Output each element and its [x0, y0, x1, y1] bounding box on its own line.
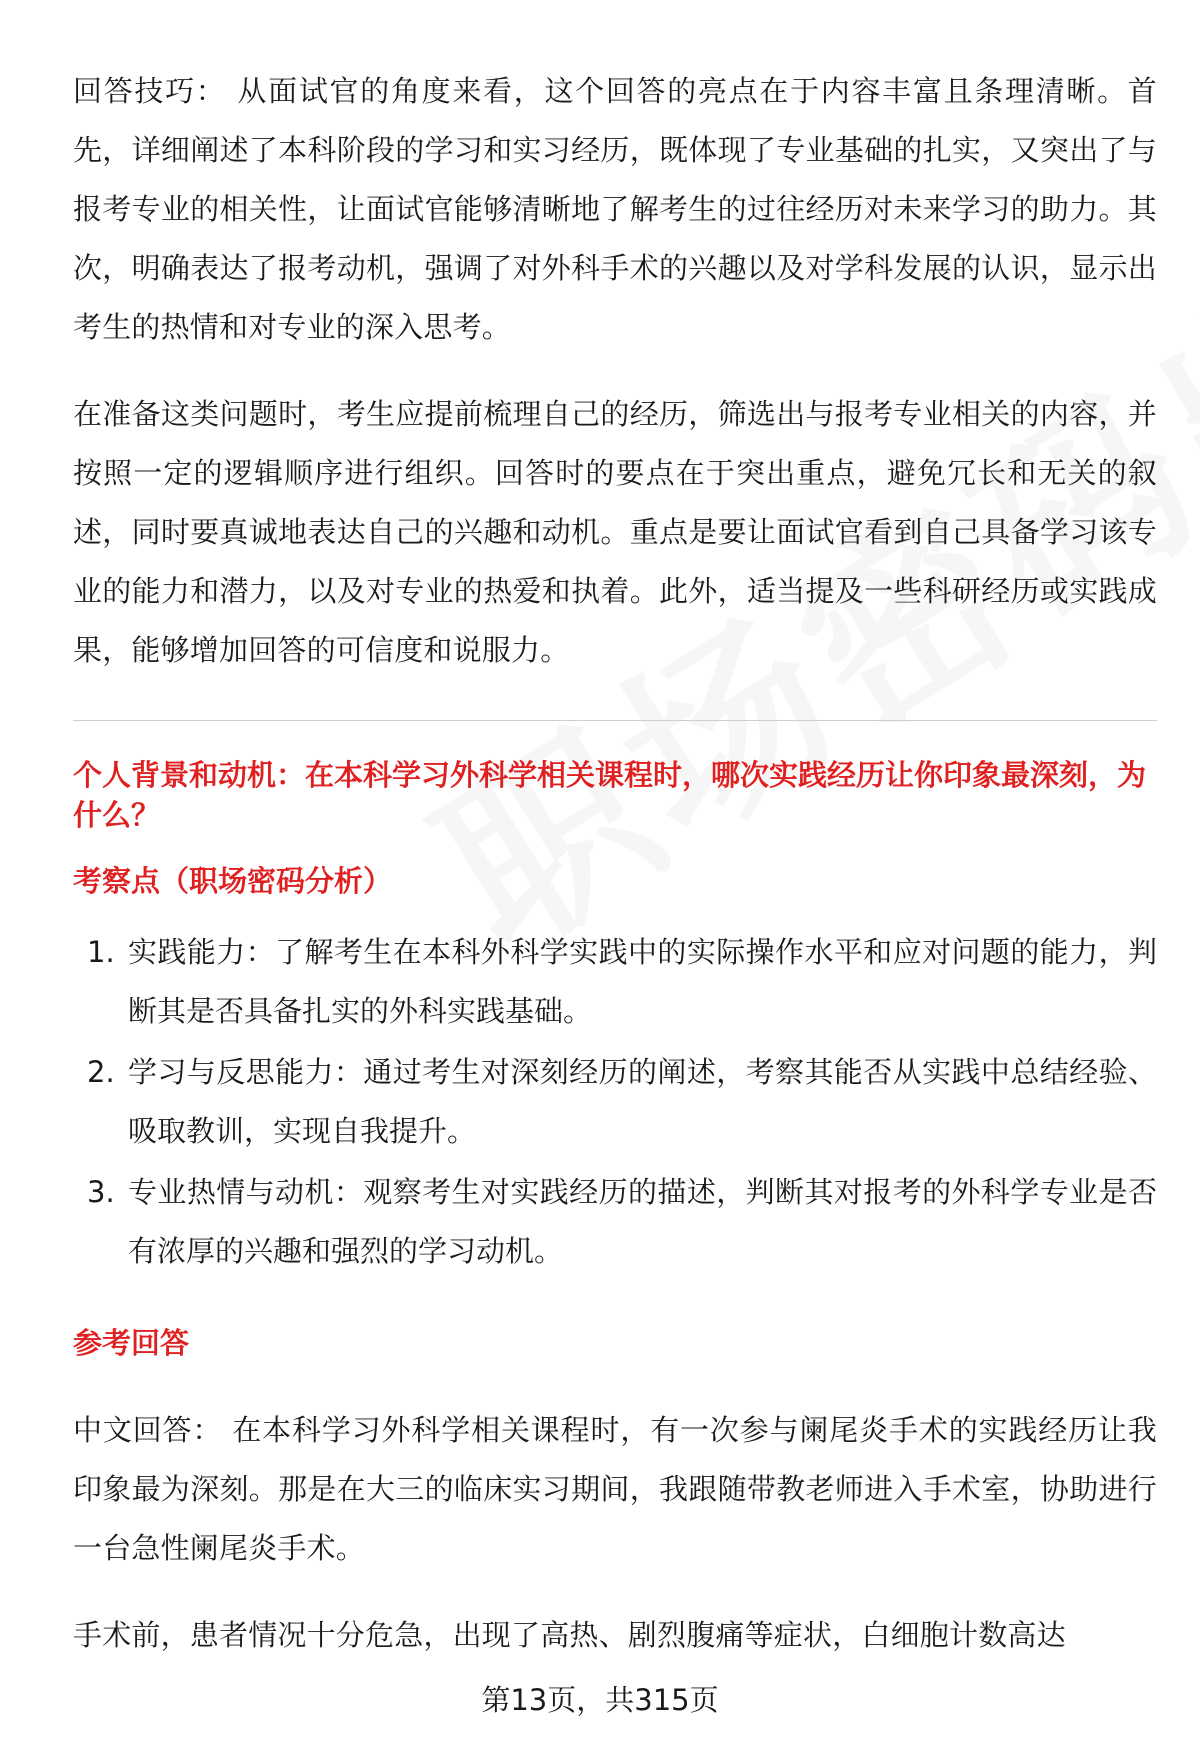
list-item: [73, 1043, 1157, 1161]
answer-tips-paragraph: 回答技巧： 从面试官的角度来看，这个回答的亮点在于内容丰富且条理清晰。首先，详细阐述了本科阶段的学习和实习经历，既体现了专业基础的扎实，又突出了与报考专业的相关性，让面试官能够清晰地了解考生的过往经历对未来学习的助力。其次，明确表达了报考动机，强调了对外科手术的兴趣以及对学科发展的认识，显示出考生的热情和对专业的深入思考。: [73, 74, 1157, 344]
answer-continuation-paragraph: 手术前，患者情况十分危急，出现了高热、剧烈腹痛等症状，白细胞计数高达: [73, 1618, 1066, 1652]
list-number: 2.: [87, 1055, 115, 1089]
list-item-text: 实践能力：了解考生在本科外科学实践中的实际操作水平和应对问题的能力，判断其是否具备扎实的外科实践基础。: [128, 935, 1157, 1028]
page-number: 第13页，共315页: [481, 1683, 719, 1717]
preparation-advice-paragraph: 在准备这类问题时，考生应提前梳理自己的经历，筛选出与报考专业相关的内容，并按照一定的逻辑顺序进行组织。回答时的要点在于突出重点，避免冗长和无关的叙述，同时要真诚地表达自己的兴趣和动机。重点是要让面试官看到自己具备学习该专业的能力和潜力，以及对专业的热爱和执着。此外，适当提及一些科研经历或实践成果，能够增加回答的可信度和说服力。: [73, 397, 1157, 667]
document-page: [73, 62, 1157, 1665]
focus-points-heading: 考察点（职场密码分析）: [73, 864, 393, 898]
list-number: 1.: [87, 935, 115, 969]
list-item-text: 学习与反思能力：通过考生对深刻经历的阐述，考察其能否从实践中总结经验、吸取教训，实现自我提升。: [128, 1055, 1157, 1148]
reference-answer-heading: 参考回答: [73, 1326, 190, 1360]
focus-points-list: [73, 923, 1157, 1281]
list-item: [73, 923, 1157, 1041]
list-item: [73, 1163, 1157, 1281]
chinese-answer-paragraph: 中文回答： 在本科学习外科学相关课程时，有一次参与阑尾炎手术的实践经历让我印象最为深刻。那是在大三的临床实习期间，我跟随带教老师进入手术室，协助进行一台急性阑尾炎手术。: [73, 1413, 1157, 1565]
list-number: 3.: [87, 1175, 115, 1209]
interview-question: 个人背景和动机：在本科学习外科学相关课程时，哪次实践经历让你印象最深刻，为什么？: [73, 758, 1147, 832]
list-item-text: 专业热情与动机：观察考生对实践经历的描述，判断其对报考的外科学专业是否有浓厚的兴趣和强烈的学习动机。: [128, 1175, 1157, 1268]
section-divider: [73, 720, 1157, 721]
